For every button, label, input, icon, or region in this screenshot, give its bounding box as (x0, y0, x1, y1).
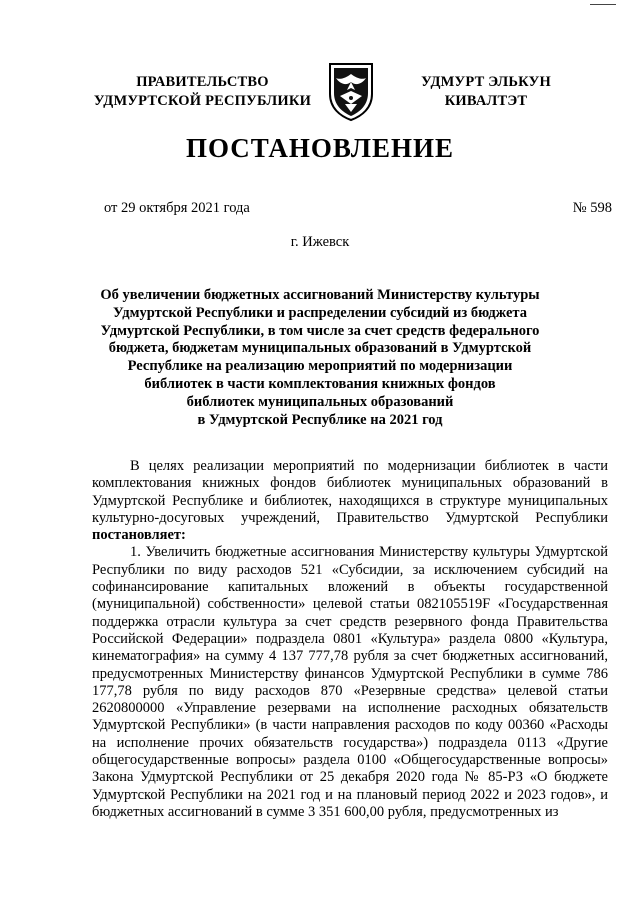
document-body (92, 458, 608, 821)
clause-1-paragraph: 1. Увеличить бюджетные ассигнования Министерству культуры Удмуртской Республики по виду расходов 521 «Субсидии, за исключением субсидий на софинансирование капитальных вложений в объекты государственной (муниципальной) собственности» целевой статьи 082105519F «Государственная поддержка отрасли культура за счет средств резервного фонда Правительства Российской Федерации» подраздела 0801 «Культура» раздела 0800 «Культура, кинематография» на сумму 4 137 777,78 рубля за счет бюджетных ассигнований, предусмотренных Министерству финансов Удмуртской Республики в сумме 786 177,78 рубля по виду расходов 870 «Резервные средства» целевой статьи 2620800000 «Управление резервами на исполнение расходных обязательств Удмуртской Республики» (в части направления расходов по коду 00360 «Расходы на исполнение прочих обязательств государства») подраздела 0113 «Другие общегосударственные вопросы» раздела 0100 «Общегосударственные вопросы» Закона Удмуртской Республики от 25 декабря 2020 года № 85-РЗ «О бюджете Удмуртской Республики на 2021 год и на плановый период 2022 и 2023 годов», и бюджетных ассигнований в сумме 3 351 600,00 рубля, предусмотренных из (92, 544, 608, 820)
document-city: г. Ижевск (290, 234, 350, 250)
issuer-russian (70, 73, 335, 111)
subject-line: библиотек муниципальных образований (186, 393, 454, 410)
coat-of-arms-emblem-icon (326, 60, 376, 122)
issuer-udmurt-line1: УДМУРТ ЭЛЬКУН (421, 74, 551, 90)
issuer-udmurt (402, 73, 570, 111)
document-title: ПОСТАНОВЛЕНИЕ (185, 133, 455, 163)
document-date: от 29 октября 2021 года (104, 200, 250, 216)
subject-line: библиотек в части комплектования книжных фондов (144, 375, 496, 392)
preamble-text: В целях реализации мероприятий по модернизации библиотек в части комплектования книжных фондов библиотек муниципальных образований в Удмуртской Республике и библиотек, находящихся в структуре муниципальных культурно-досуговых учреждений, Правительство Удмуртской Республики (92, 458, 608, 526)
scan-corner-mark (590, 4, 616, 5)
subject-line: Об увеличении бюджетных ассигнований Министерству культуры (100, 287, 540, 303)
subject-line: Удмуртской Республики и распределении субсидий из бюджета (113, 304, 527, 321)
subject-line: Республике на реализацию мероприятий по модернизации (127, 358, 513, 375)
preamble-paragraph (92, 458, 608, 544)
issuer-udmurt-line2: КИВАЛТЭТ (444, 93, 528, 109)
subject-line: бюджета, бюджетам муниципальных образований в Удмуртской (108, 340, 532, 357)
document-subject (90, 287, 550, 429)
document-number: № 598 (572, 200, 612, 216)
issuer-russian-line2: УДМУРТСКОЙ РЕСПУБЛИКИ (93, 93, 312, 109)
decree-verb: постановляет (92, 527, 182, 544)
subject-line: Удмуртской Республики, в том числе за счет средств федерального (100, 322, 540, 339)
issuer-russian-line1: ПРАВИТЕЛЬСТВО (136, 74, 269, 90)
decree-verb-colon: : (181, 527, 186, 544)
subject-line: в Удмуртской Республике на 2021 год (197, 411, 443, 428)
